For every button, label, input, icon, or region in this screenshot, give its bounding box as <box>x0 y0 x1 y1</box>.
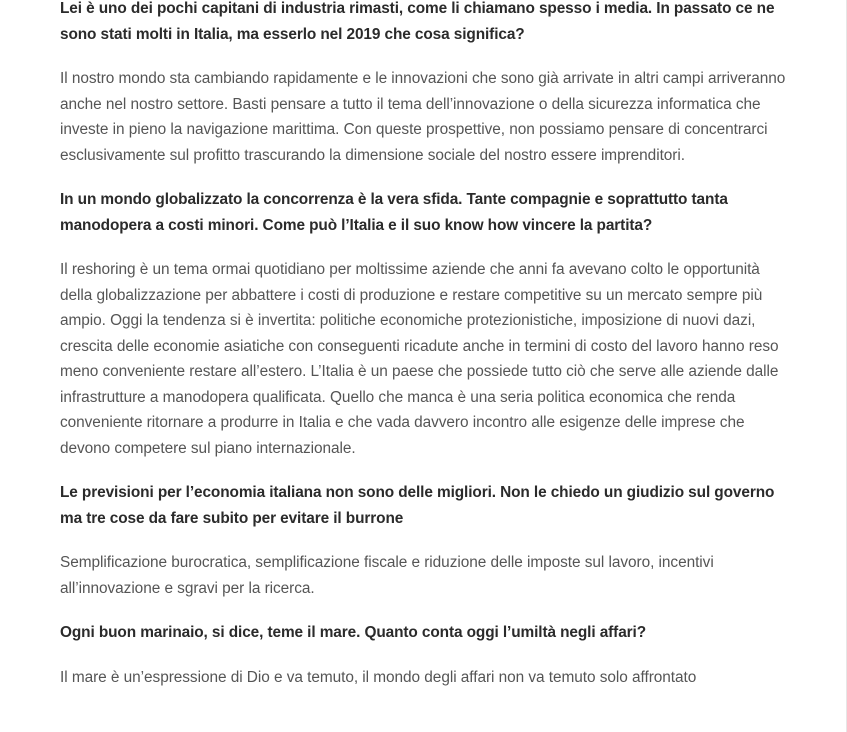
interview-question: Lei è uno dei pochi capitani di industria rimasti, come li chiamano spesso i media. In passato ce ne sono stati molti in Italia, ma esserlo nel 2019 che cosa significa? <box>60 0 775 43</box>
interview-answer: Il mare è un’espressione di Dio e va temuto, il mondo degli affari non va temuto solo affrontato <box>60 668 697 686</box>
interview-article <box>60 0 788 690</box>
interview-answer: Semplificazione burocratica, semplificazione fiscale e riduzione delle imposte sul lavoro, incentivi all’innovazione e sgravi per la ricerca. <box>60 554 714 597</box>
interview-question: In un mondo globalizzato la concorrenza è la vera sfida. Tante compagnie e soprattutto tanta manodopera a costi minori. Come può l’Italia e il suo know how vincere la partita? <box>60 191 728 234</box>
interview-answer: Il nostro mondo sta cambiando rapidamente e le innovazioni che sono già arrivate in altri campi arriveranno anche nel nostro settore. Basti pensare a tutto il tema dell’innovazione o della sicurezza informatica che investe in pieno la navigazione marittima. Con queste prospettive, non possiamo pensare di concentrarci esclusivamente sul profitto trascurando la dimensione sociale del nostro essere imprenditori. <box>60 70 786 164</box>
interview-question: Ogni buon marinaio, si dice, teme il mare. Quanto conta oggi l’umiltà negli affari? <box>60 624 647 641</box>
interview-answer: Il reshoring è un tema ormai quotidiano per moltissime aziende che anni fa avevano colto le opportunità della globalizzazione per abbattere i costi di produzione e restare competitive su un mercato sempre più ampio. Oggi la tendenza si è invertita: politiche economiche protezionistiche, imposizione di nuovi dazi, crescita delle economie asiatiche con conseguenti ricadute anche in termini di costo del lavoro hanno reso meno conveniente restare all’estero. L’Italia è un paese che possiede tutto ciò che serve alle aziende dalle infrastrutture a manodopera qualificata. Quello che manca è una seria politica economica che renda conveniente ritornare a produrre in Italia e che vada davvero incontro alle esigenze delle imprese che devono competere sul piano internazionale. <box>60 261 779 457</box>
interview-question: Le previsioni per l’economia italiana non sono delle migliori. Non le chiedo un giudizio sul governo ma tre cose da fare subito per evitare il burrone <box>60 484 775 527</box>
